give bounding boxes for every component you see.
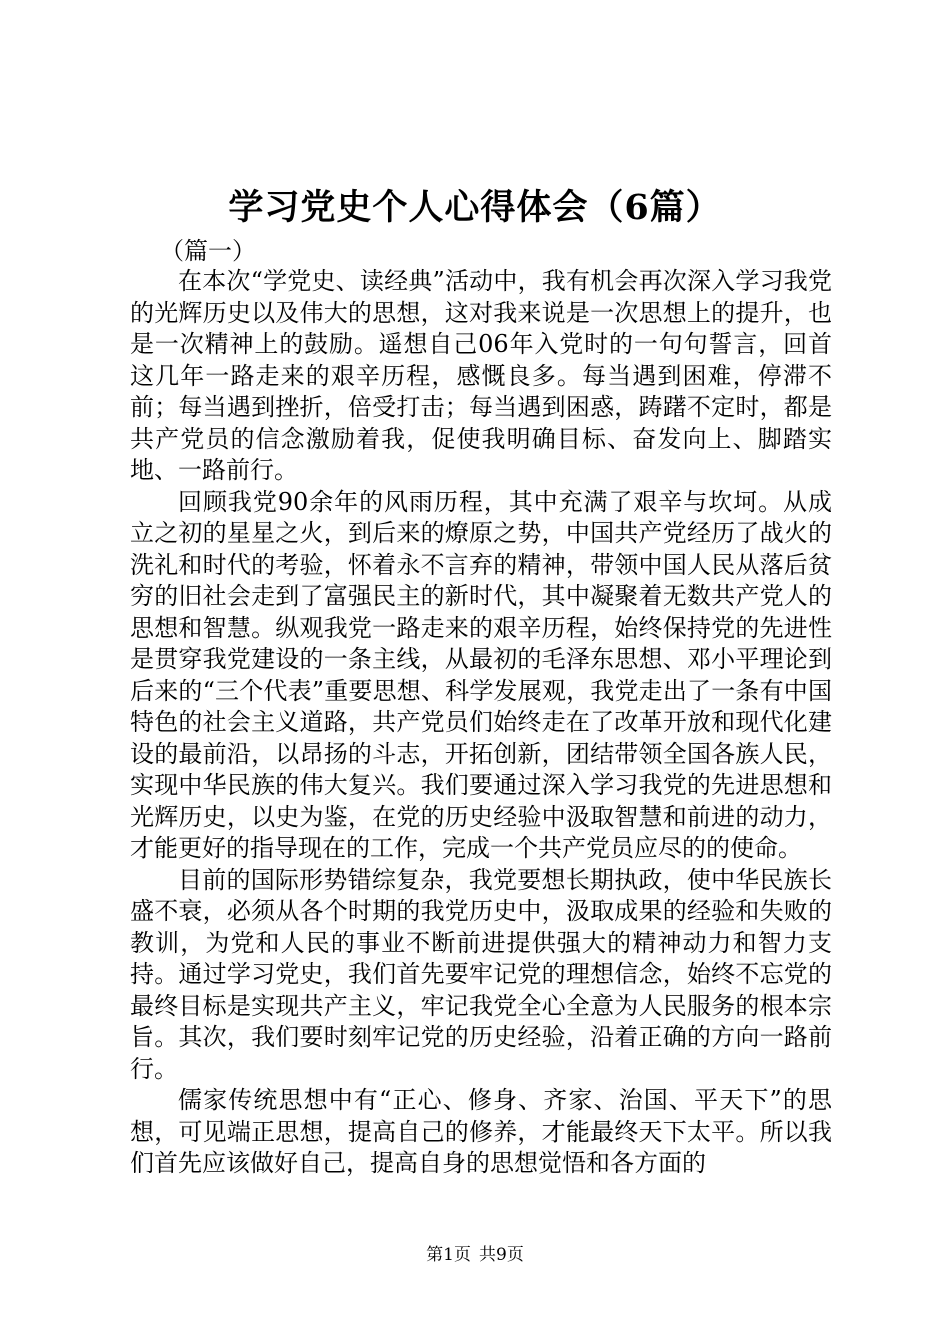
section-label: （篇一） [160,237,256,265]
paragraph-4: 儒家传统思想中有“正心、修身、齐家、治国、平天下”的思想，可见端正思想，提高自己的修养，才能最终天下太平。所以我们首先应该做好自己，提高自身的思想觉悟和各方面的 [130,1086,832,1177]
document-body [130,266,832,1180]
paragraph-2: 回顾我党90余年的风雨历程，其中充满了艰辛与坎坷。从成立之初的星星之火，到后来的燎原之势，中国共产党经历了战火的洗礼和时代的考验，怀着永不言弃的精神，带领中国人民从落后贫穷的旧社会走到了富强民主的新时代，其中凝聚着无数共产党人的思想和智慧。纵观我党一路走来的艰辛历程，始终保持党的先进性是贯穿我党建设的一条主线，从最初的毛泽东思想、邓小平理论到后来的“三个代表”重要思想、科学发展观，我党走出了一条有中国特色的社会主义道路，共产党员们始终走在了改革开放和现代化建设的最前沿，以昂扬的斗志，开拓创新，团结带领全国各族人民，实现中华民族的伟大复兴。我们要通过深入学习我党的先进思想和光辉历史，以史为鉴，在党的历史经验中汲取智慧和前进的动力，才能更好的指导现在的工作，完成一个共产党员应尽的的使命。 [130,487,832,862]
page-number: 第1页 [426,1245,471,1265]
paragraph-3: 目前的国际形势错综复杂，我党要想长期执政，使中华民族长盛不衰，必须从各个时期的我党历史中，汲取成果的经验和失败的教训，为党和人民的事业不断前进提供强大的精神动力和智力支持。通过学习党史，我们首先要牢记党的理想信念，始终不忘党的最终目标是实现共产主义，牢记我党全心全意为人民服务的根本宗旨。其次，我们要时刻牢记党的历史经验，沿着正确的方向一路前行。 [130,865,832,1083]
page-footer [0,1243,950,1267]
page-total: 共9页 [479,1245,524,1265]
paragraph-1: 在本次“学党史、读经典”活动中，我有机会再次深入学习我党的光辉历史以及伟大的思想，这对我来说是一次思想上的提升，也是一次精神上的鼓励。遥想自己06年入党时的一句句誓言，回首这几年一路走来的艰辛历程，感慨良多。每当遇到困难，停滞不前；每当遇到挫折，倍受打击；每当遇到困惑，踌躇不定时，都是共产党员的信念激励着我，促使我明确目标、奋发向上、脚踏实地、一路前行。 [130,267,832,484]
document-title: 学习党史个人心得体会（6篇） [228,187,722,228]
